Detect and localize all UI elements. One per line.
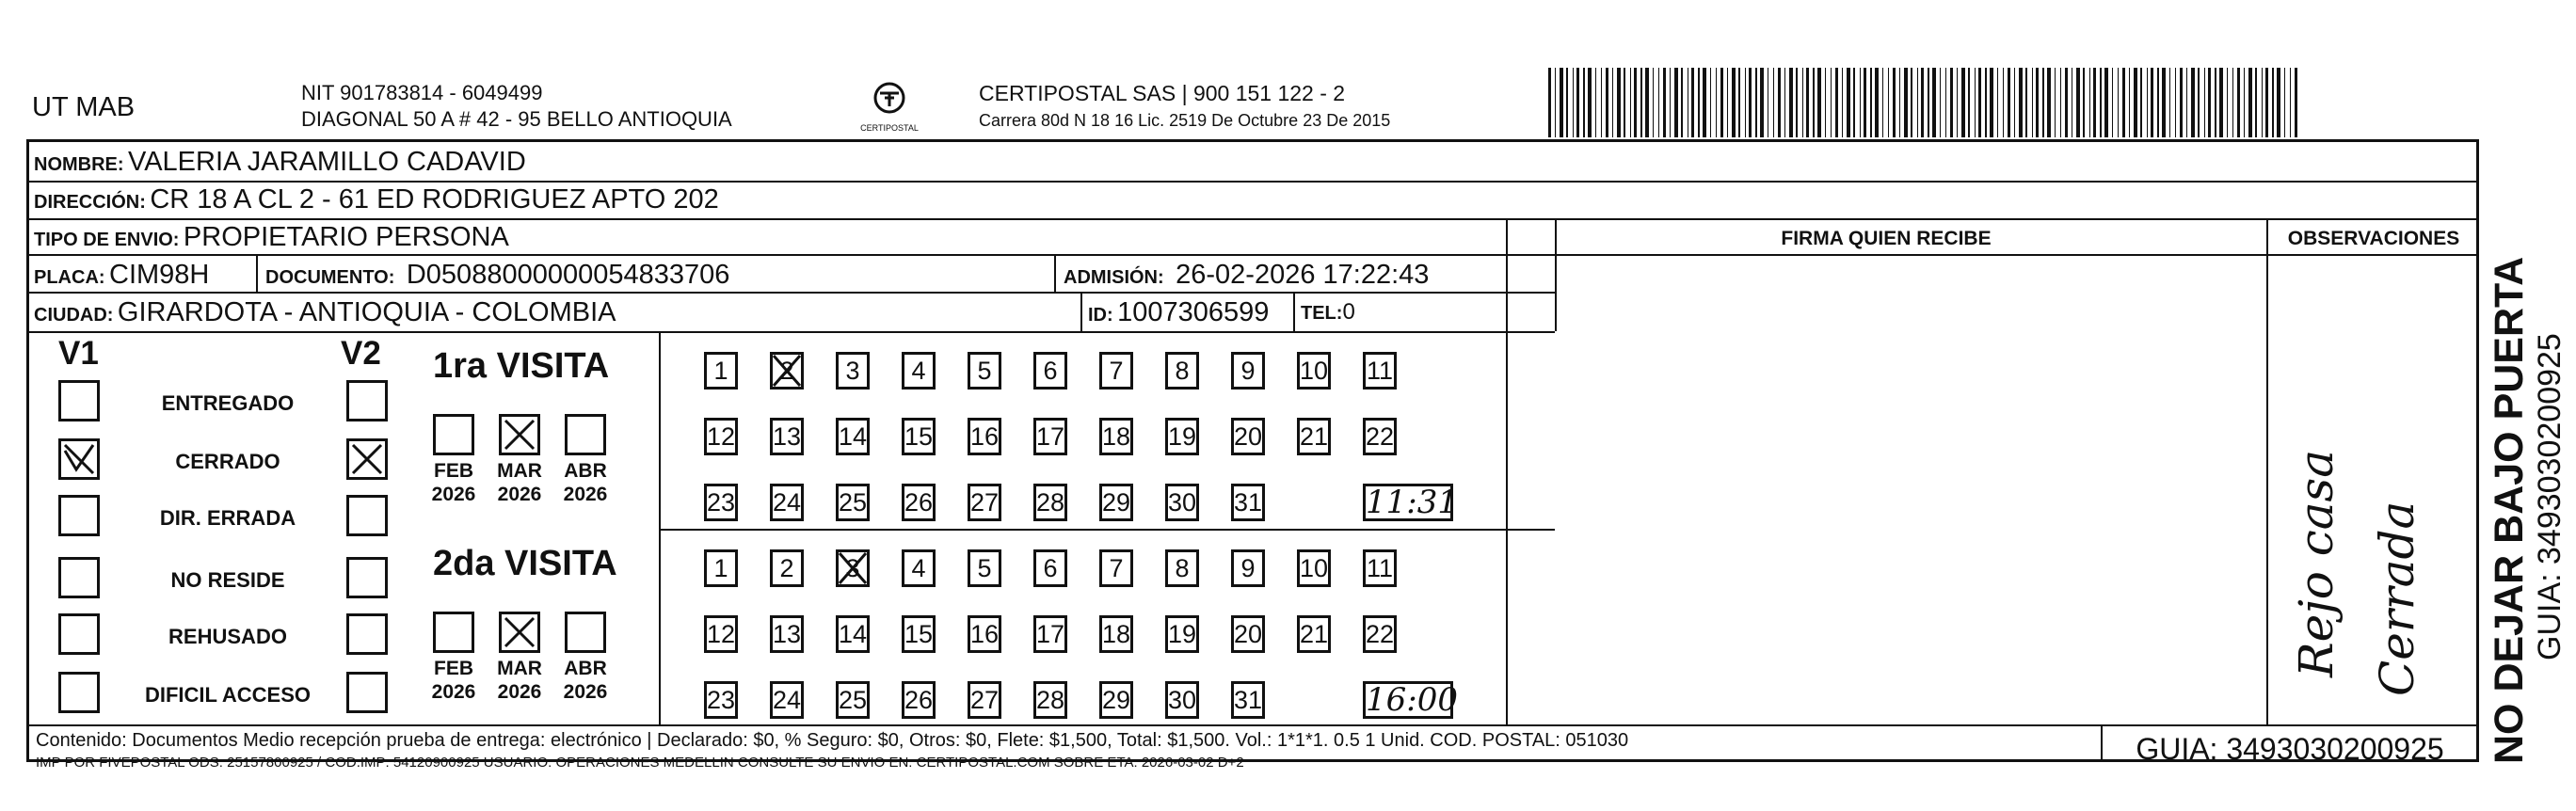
- barcode-bar: [1817, 68, 1821, 137]
- barcode-bar: [1813, 68, 1815, 137]
- x-mark-icon: [502, 614, 537, 650]
- barcode-bar: [2014, 68, 2015, 137]
- day-checkbox[interactable]: 29: [1099, 681, 1133, 719]
- day-checkbox[interactable]: 21: [1297, 615, 1331, 653]
- v2-checkbox[interactable]: [346, 438, 388, 480]
- barcode-bar: [2198, 68, 2200, 137]
- year-label: 2026: [431, 484, 476, 505]
- day-checkbox[interactable]: 16: [968, 615, 1001, 653]
- day-checkbox[interactable]: 16: [968, 418, 1001, 455]
- v1-checkbox[interactable]: [58, 495, 100, 536]
- day-mark: [836, 549, 870, 592]
- barcode-bar: [1978, 68, 1981, 137]
- x-mark-icon: [836, 549, 870, 587]
- barcode-bar: [1617, 68, 1621, 137]
- barcode-bar: [1975, 68, 1976, 137]
- barcode-bar: [2227, 68, 2228, 137]
- id-label: ID:: [1088, 305, 1113, 326]
- day-checkbox[interactable]: 6: [1033, 549, 1067, 587]
- barcode-bar: [1893, 68, 1896, 137]
- barcode-bar: [1606, 68, 1608, 137]
- day-checkbox[interactable]: 4: [902, 549, 936, 587]
- barcode-bar: [1760, 68, 1764, 137]
- barcode-bar: [2204, 68, 2205, 137]
- year-label: 2026: [497, 681, 542, 703]
- day-checkbox[interactable]: 27: [968, 484, 1001, 521]
- v2-label: V2: [341, 335, 381, 372]
- barcode-bar: [2265, 68, 2268, 137]
- day-checkbox[interactable]: 28: [1033, 484, 1067, 521]
- day-checkbox[interactable]: 31: [1231, 681, 1265, 719]
- day-checkbox[interactable]: 1: [704, 352, 738, 390]
- barcode-bar: [2083, 68, 2085, 137]
- day-checkbox[interactable]: 28: [1033, 681, 1067, 719]
- tipo-row: [34, 222, 509, 253]
- barcode-bar: [2290, 68, 2291, 137]
- barcode-bar: [1961, 68, 1965, 137]
- v1-checkbox[interactable]: [58, 380, 100, 421]
- barcode-bar: [1720, 68, 1723, 137]
- day-checkbox[interactable]: 7: [1099, 549, 1133, 587]
- sender-nit: NIT 901783814 - 6049499: [301, 81, 543, 104]
- observaciones-note-1: Rejo casa: [2289, 449, 2344, 677]
- barcode-bar: [2065, 68, 2068, 137]
- day-checkbox[interactable]: 23: [704, 681, 738, 719]
- barcode-bar: [1727, 68, 1728, 137]
- month-label: FEB: [434, 460, 473, 482]
- barcode-bar: [1745, 68, 1746, 137]
- v1-checkbox[interactable]: [58, 672, 100, 713]
- barcode-bar: [2104, 68, 2108, 137]
- barcode-bar: [1911, 68, 1912, 137]
- barcode-bar: [1583, 68, 1585, 137]
- barcode-bar: [2191, 68, 2195, 137]
- year-label: 2026: [563, 484, 608, 505]
- barcode-bar: [1555, 68, 1556, 137]
- barcode: [1548, 68, 2301, 137]
- v2-checkbox[interactable]: [346, 380, 388, 421]
- admision-cell: [1064, 260, 1429, 291]
- barcode-bar: [1703, 68, 1706, 137]
- barcode-bar: [1738, 68, 1740, 137]
- day-checkbox[interactable]: 25: [836, 681, 870, 719]
- day-checkbox[interactable]: 30: [1165, 681, 1199, 719]
- placa-label: PLACA:: [34, 267, 105, 288]
- day-checkbox[interactable]: 6: [1033, 352, 1067, 390]
- barcode-bar: [1904, 68, 1908, 137]
- nombre-value: VALERIA JARAMILLO CADAVID: [128, 147, 526, 177]
- day-checkbox[interactable]: 13: [770, 418, 804, 455]
- barcode-bar: [1566, 68, 1568, 137]
- day-checkbox[interactable]: 12: [704, 418, 738, 455]
- barcode-bar: [2118, 68, 2119, 137]
- barcode-bar: [1796, 68, 1798, 137]
- barcode-bar: [2036, 68, 2039, 137]
- side-guia: GUIA: 3493030200925: [2532, 333, 2568, 660]
- observaciones-header: OBSERVACIONES: [2287, 228, 2460, 249]
- placa-value: CIM98H: [109, 260, 210, 290]
- v2-checkbox[interactable]: [346, 672, 388, 713]
- day-checkbox[interactable]: 5: [968, 352, 1001, 390]
- day-checkbox[interactable]: 25: [836, 484, 870, 521]
- day-checkbox[interactable]: 29: [1099, 484, 1133, 521]
- day-mark: [770, 352, 804, 394]
- barcode-bar: [1825, 68, 1826, 137]
- barcode-bar: [2100, 68, 2102, 137]
- day-checkbox[interactable]: 27: [968, 681, 1001, 719]
- barcode-bar: [2255, 68, 2257, 137]
- month-checkbox[interactable]: [565, 612, 606, 653]
- month-checkbox[interactable]: [433, 414, 474, 455]
- barcode-bar: [1601, 68, 1602, 137]
- barcode-bar: [2295, 68, 2297, 137]
- barcode-bar: [2284, 68, 2285, 137]
- nombre-label: NOMBRE:: [34, 154, 124, 175]
- barcode-bar: [1921, 68, 1924, 137]
- day-checkbox[interactable]: 13: [770, 615, 804, 653]
- barcode-bar: [1806, 68, 1809, 137]
- x-mark-icon: [349, 441, 385, 477]
- barcode-bar: [1640, 68, 1642, 137]
- day-checkbox[interactable]: 18: [1099, 418, 1133, 455]
- day-checkbox[interactable]: 15: [902, 615, 936, 653]
- day-checkbox[interactable]: 18: [1099, 615, 1133, 653]
- day-checkbox[interactable]: 19: [1165, 418, 1199, 455]
- footer-line-2: IMP POR FIVEPOSTAL ODS: 25157800925 / COD.IMP: 54120900925 USUARIO: OPERACIONES MEDELLIN CONSULTE SU ENVIO EN: CERTIPOSTAL.COM SOBRE ETA: 2026-03-02 D+2: [36, 755, 1244, 771]
- barcode-bar: [2157, 68, 2159, 137]
- barcode-bar: [1548, 68, 1551, 137]
- month-checkbox[interactable]: [433, 612, 474, 653]
- barcode-bar: [1681, 68, 1683, 137]
- day-checkbox[interactable]: 10: [1297, 549, 1331, 587]
- ciudad-value: GIRARDOTA - ANTIOQUIA - COLOMBIA: [117, 297, 616, 327]
- observaciones-note-2: Cerrada: [2370, 501, 2424, 696]
- tel-label: TEL:: [1301, 303, 1343, 324]
- day-checkbox[interactable]: 1: [704, 549, 738, 587]
- barcode-bar: [1749, 68, 1752, 137]
- day-checkbox[interactable]: 10: [1297, 352, 1331, 390]
- barcode-bar: [1755, 68, 1757, 137]
- barcode-bar: [1573, 68, 1574, 137]
- barcode-bar: [1560, 68, 1563, 137]
- month-checkbox[interactable]: [565, 414, 606, 455]
- day-checkbox[interactable]: 20: [1231, 418, 1265, 455]
- day-checkbox[interactable]: 26: [902, 484, 936, 521]
- status-option-label: ENTREGADO: [161, 391, 295, 415]
- sender-name: UT MAB: [32, 92, 136, 122]
- status-option-label: CERRADO: [175, 450, 280, 473]
- barcode-bar: [1624, 68, 1625, 137]
- v1-checkbox[interactable]: [58, 438, 100, 480]
- day-checkbox[interactable]: 30: [1165, 484, 1199, 521]
- barcode-bar: [1698, 68, 1700, 137]
- status-option-label: DIFICIL ACCESO: [144, 683, 311, 707]
- day-checkbox[interactable]: 8: [1165, 352, 1199, 390]
- day-checkbox[interactable]: 24: [770, 681, 804, 719]
- admision-label: ADMISIÓN:: [1064, 267, 1164, 288]
- barcode-bar: [1634, 68, 1637, 137]
- side-warning: NO DEJAR BAJO PUERTA: [2487, 256, 2532, 764]
- courier-license: Carrera 80d N 18 16 Lic. 2519 De Octubre 23 De 2015: [979, 111, 1391, 130]
- courier-logo-text: CERTIPOSTAL: [860, 123, 919, 133]
- day-checkbox[interactable]: 9: [1231, 352, 1265, 390]
- barcode-bar: [1882, 68, 1883, 137]
- barcode-bar: [2008, 68, 2010, 137]
- v2-checkbox[interactable]: [346, 557, 388, 598]
- day-checkbox[interactable]: 7: [1099, 352, 1133, 390]
- footer-line-1: Contenido: Documentos Medio recepción prueba de entrega: electrónico | Declarado: $0, % Seguro: $0, Otros: $0, Flete: $1,500, Total: $1,500. Vol.: 1*1*1. 0.5 1 Unid. COD. POSTAL: 051030: [36, 730, 1629, 751]
- barcode-bar: [2134, 68, 2137, 137]
- day-checkbox[interactable]: 8: [1165, 549, 1199, 587]
- id-cell: [1088, 297, 1269, 328]
- ciudad-cell: [34, 297, 616, 328]
- barcode-bar: [2162, 68, 2166, 137]
- barcode-bar: [2244, 68, 2245, 137]
- barcode-bar: [2232, 68, 2233, 137]
- x-mark-icon: [770, 352, 804, 390]
- footer-guia: GUIA: 3493030200925: [2136, 732, 2444, 766]
- direccion-label: DIRECCIÓN:: [34, 192, 146, 213]
- barcode-bar: [2175, 68, 2176, 137]
- barcode-bar: [1630, 68, 1631, 137]
- courier-name: CERTIPOSTAL SAS | 900 151 122 - 2: [979, 81, 1346, 105]
- day-checkbox[interactable]: 23: [704, 484, 738, 521]
- barcode-bar: [1932, 68, 1936, 137]
- barcode-bar: [1899, 68, 1900, 137]
- month-label: ABR: [564, 460, 607, 482]
- barcode-bar: [2237, 68, 2240, 137]
- day-checkbox[interactable]: 14: [836, 418, 870, 455]
- day-checkbox[interactable]: 9: [1231, 549, 1265, 587]
- year-label: 2026: [497, 484, 542, 505]
- barcode-bar: [2180, 68, 2183, 137]
- direccion-value: CR 18 A CL 2 - 61 ED RODRIGUEZ APTO 202: [150, 184, 719, 215]
- barcode-bar: [1588, 68, 1592, 137]
- day-checkbox[interactable]: 3: [836, 549, 870, 587]
- day-checkbox[interactable]: 24: [770, 484, 804, 521]
- v1-label: V1: [58, 335, 99, 372]
- barcode-bar: [2277, 68, 2280, 137]
- barcode-bar: [1940, 68, 1941, 137]
- barcode-bar: [1670, 68, 1671, 137]
- month-label: ABR: [564, 658, 607, 679]
- tipo-value: PROPIETARIO PERSONA: [183, 222, 509, 252]
- visit-title: 1ra VISITA: [433, 346, 610, 386]
- barcode-bar: [1789, 68, 1793, 137]
- barcode-bar: [1576, 68, 1579, 137]
- day-checkbox[interactable]: 17: [1033, 615, 1067, 653]
- day-checkbox[interactable]: 11: [1363, 352, 1397, 390]
- admision-value: 26-02-2026 17:22:43: [1176, 260, 1430, 290]
- ciudad-label: CIUDAD:: [34, 305, 114, 326]
- barcode-bar: [1968, 68, 1970, 137]
- barcode-bar: [1864, 68, 1866, 137]
- documento-cell: [265, 260, 729, 291]
- barcode-bar: [2122, 68, 2125, 137]
- day-checkbox[interactable]: 2: [770, 352, 804, 390]
- barcode-bar: [2151, 68, 2153, 137]
- barcode-bar: [2219, 68, 2223, 137]
- barcode-bar: [1990, 68, 1993, 137]
- firma-header: FIRMA QUIEN RECIBE: [1781, 228, 1992, 249]
- direccion-row: [34, 184, 719, 215]
- barcode-bar: [1645, 68, 1649, 137]
- barcode-bar: [1612, 68, 1613, 137]
- day-checkbox[interactable]: 11: [1363, 549, 1397, 587]
- barcode-bar: [1950, 68, 1953, 137]
- day-checkbox[interactable]: 4: [902, 352, 936, 390]
- day-checkbox[interactable]: 20: [1231, 615, 1265, 653]
- year-label: 2026: [563, 681, 608, 703]
- day-checkbox[interactable]: 15: [902, 418, 936, 455]
- v1-checkbox[interactable]: [58, 557, 100, 598]
- barcode-bar: [1716, 68, 1717, 137]
- courier-logo: [856, 79, 922, 135]
- year-label: 2026: [431, 681, 476, 703]
- day-checkbox[interactable]: 22: [1363, 418, 1397, 455]
- barcode-bar: [2076, 68, 2080, 137]
- barcode-bar: [1888, 68, 1889, 137]
- barcode-bar: [1674, 68, 1678, 137]
- barcode-bar: [1773, 68, 1774, 137]
- status-option-label: REHUSADO: [168, 625, 287, 648]
- barcode-bar: [2262, 68, 2263, 137]
- barcode-bar: [1870, 68, 1872, 137]
- month-checkbox[interactable]: [499, 612, 540, 653]
- barcode-bar: [1917, 68, 1918, 137]
- barcode-bar: [1784, 68, 1785, 137]
- tipo-label: TIPO DE ENVIO:: [34, 230, 180, 250]
- day-checkbox[interactable]: 31: [1231, 484, 1265, 521]
- barcode-bar: [2215, 68, 2216, 137]
- barcode-bar: [2112, 68, 2113, 137]
- barcode-bar: [1835, 68, 1838, 137]
- barcode-bar: [2025, 68, 2027, 137]
- month-label: FEB: [434, 658, 473, 679]
- barcode-bar: [1802, 68, 1803, 137]
- barcode-bar: [2055, 68, 2056, 137]
- barcode-bar: [1945, 68, 1946, 137]
- barcode-bar: [1732, 68, 1736, 137]
- day-checkbox[interactable]: 22: [1363, 615, 1397, 653]
- barcode-bar: [1875, 68, 1879, 137]
- visit-time[interactable]: 16:00: [1363, 681, 1453, 719]
- placa-cell: [34, 260, 209, 291]
- month-checkbox[interactable]: [499, 414, 540, 455]
- id-value: 1007306599: [1117, 297, 1270, 327]
- barcode-bar: [1847, 68, 1850, 137]
- barcode-bar: [2169, 68, 2170, 137]
- barcode-bar: [1595, 68, 1596, 137]
- day-checkbox[interactable]: 26: [902, 681, 936, 719]
- barcode-bar: [2047, 68, 2051, 137]
- day-checkbox[interactable]: 5: [968, 549, 1001, 587]
- day-checkbox[interactable]: 3: [836, 352, 870, 390]
- barcode-bar: [2060, 68, 2061, 137]
- v2-checkbox[interactable]: [346, 495, 388, 536]
- day-checkbox[interactable]: 17: [1033, 418, 1067, 455]
- barcode-bar: [2186, 68, 2187, 137]
- v1-checkbox[interactable]: [58, 613, 100, 655]
- month-label: MAR: [497, 658, 542, 679]
- day-checkbox[interactable]: 14: [836, 615, 870, 653]
- documento-value: D05088000000054833706: [406, 260, 730, 290]
- tel-cell: [1301, 299, 1355, 326]
- barcode-bar: [1653, 68, 1654, 137]
- visit-time[interactable]: 11:31: [1363, 484, 1453, 521]
- barcode-bar: [1691, 68, 1694, 137]
- barcode-bar: [1957, 68, 1958, 137]
- barcode-bar: [1842, 68, 1843, 137]
- barcode-bar: [1860, 68, 1861, 137]
- barcode-bar: [1928, 68, 1929, 137]
- status-option-label: NO RESIDE: [170, 568, 285, 592]
- sender-address: DIAGONAL 50 A # 42 - 95 BELLO ANTIOQUIA: [301, 107, 732, 131]
- day-checkbox[interactable]: 2: [770, 549, 804, 587]
- barcode-bar: [2129, 68, 2130, 137]
- barcode-bar: [1985, 68, 1987, 137]
- barcode-bar: [1710, 68, 1711, 137]
- barcode-bar: [1663, 68, 1666, 137]
- barcode-bar: [2019, 68, 2023, 137]
- check-mark-icon: [61, 441, 97, 477]
- documento-label: DOCUMENTO:: [265, 267, 395, 288]
- v2-checkbox[interactable]: [346, 613, 388, 655]
- barcode-bar: [2140, 68, 2142, 137]
- month-label: MAR: [497, 460, 542, 482]
- barcode-bar: [1778, 68, 1781, 137]
- x-mark-icon: [502, 417, 537, 453]
- tel-value: 0: [1342, 299, 1355, 325]
- barcode-bar: [2093, 68, 2096, 137]
- barcode-bar: [2003, 68, 2004, 137]
- status-option-label: DIR. ERRADA: [159, 506, 296, 530]
- barcode-bar: [2089, 68, 2090, 137]
- day-checkbox[interactable]: 12: [704, 615, 738, 653]
- barcode-bar: [2208, 68, 2211, 137]
- barcode-bar: [2032, 68, 2033, 137]
- barcode-bar: [1853, 68, 1855, 137]
- barcode-bar: [2272, 68, 2274, 137]
- barcode-bar: [2042, 68, 2044, 137]
- visit-title: 2da VISITA: [433, 544, 617, 583]
- barcode-bar: [2147, 68, 2148, 137]
- barcode-bar: [1831, 68, 1832, 137]
- barcode-bar: [1997, 68, 1998, 137]
- barcode-bar: [1658, 68, 1659, 137]
- barcode-bar: [2248, 68, 2252, 137]
- day-checkbox[interactable]: 21: [1297, 418, 1331, 455]
- nombre-row: [34, 147, 526, 178]
- day-checkbox[interactable]: 19: [1165, 615, 1199, 653]
